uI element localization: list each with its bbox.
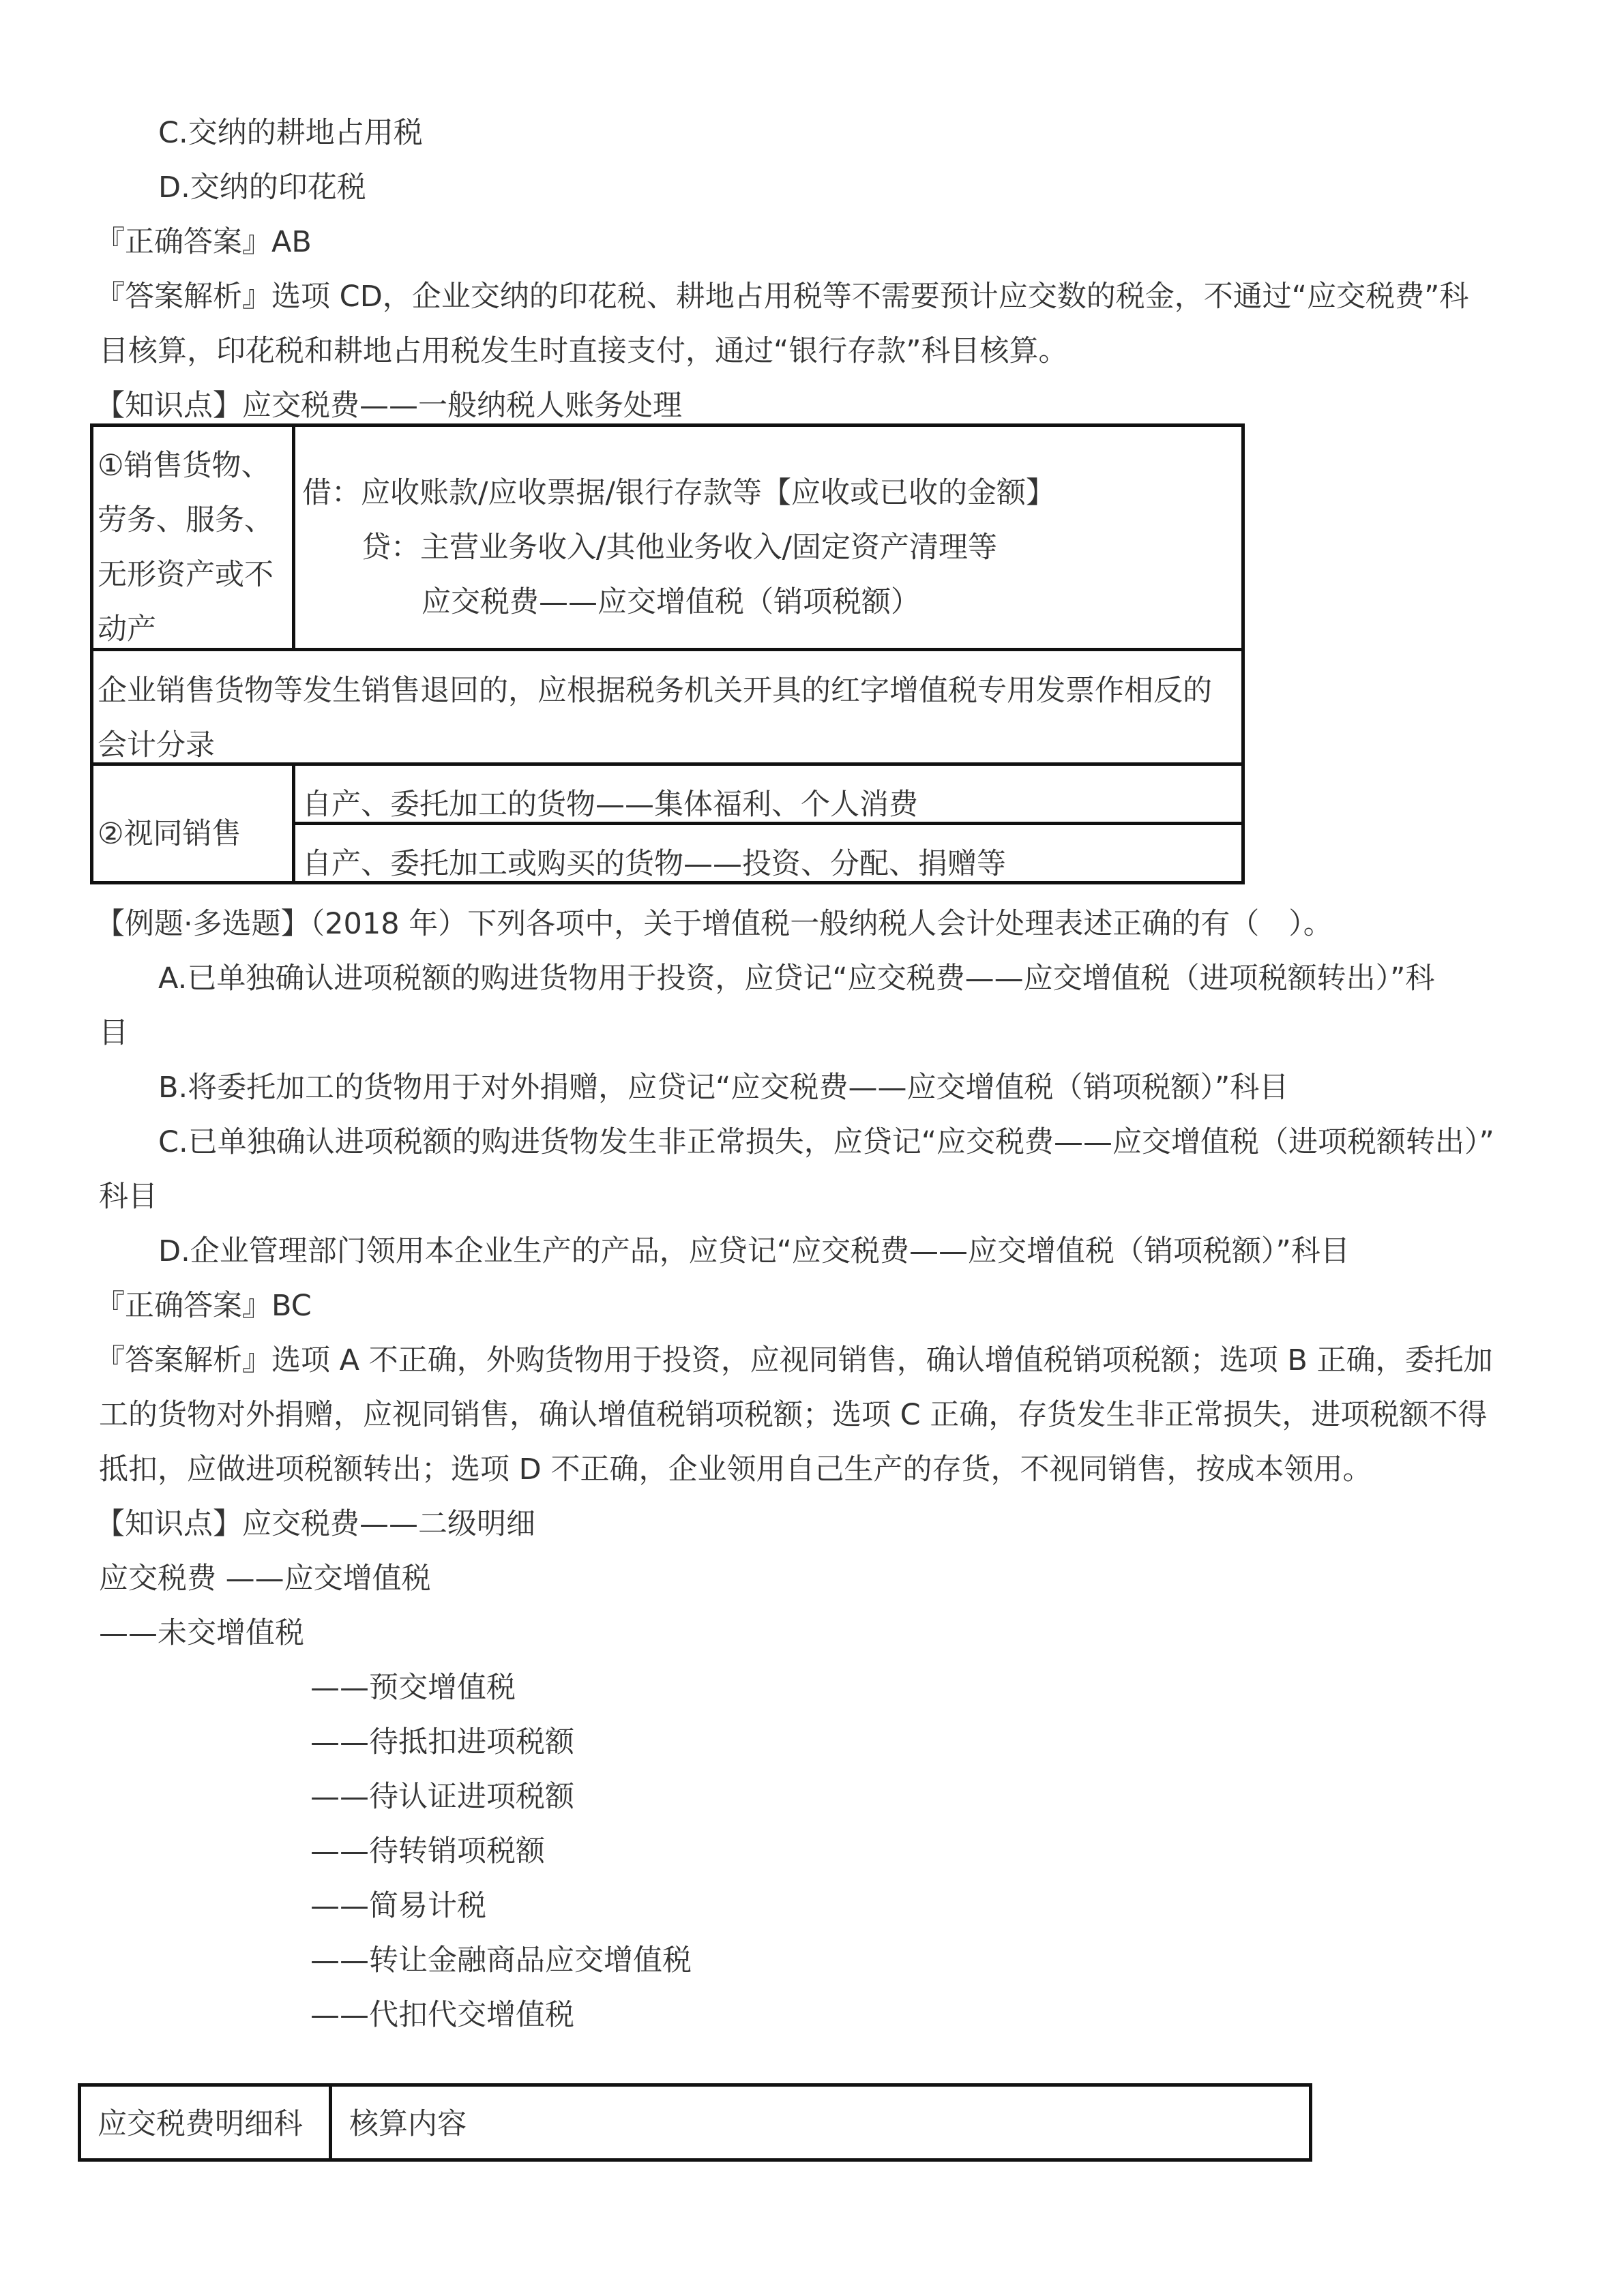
sub-account-table-header-content: 核算内容 bbox=[349, 2107, 467, 2141]
deemed-sales-welfare: 自产、委托加工的货物——集体福利、个人消费 bbox=[302, 788, 918, 822]
sub-account-item: ——预交增值税 bbox=[310, 1671, 516, 1705]
table-row-divider-1 bbox=[90, 648, 1245, 651]
correct-answer: 『正确答案』AB bbox=[95, 225, 312, 259]
answer-analysis-2-line-1: 『答案解析』选项 A 不正确，外购货物用于投资，应视同销售，确认增值税销项税额；选项 B 正确，委托加 bbox=[95, 1343, 1493, 1377]
option-d: D.交纳的印花税 bbox=[158, 170, 366, 205]
sub-account-item: ——转让金融商品应交增值税 bbox=[310, 1943, 692, 1978]
sales-category-line-4: 动产 bbox=[98, 612, 156, 646]
sales-category-line-1: ①销售货物、 bbox=[98, 449, 271, 483]
option-c: C.交纳的耕地占用税 bbox=[158, 116, 423, 150]
returns-note-line-2: 会计分录 bbox=[98, 728, 215, 762]
table-row-divider-2 bbox=[90, 762, 1245, 766]
knowledge-point-heading-2: 【知识点】应交税费——二级明细 bbox=[95, 1507, 535, 1541]
answer-analysis-line-1: 『答案解析』选项 CD，企业交纳的印花税、耕地占用税等不需要预计应交数的税金，不通过“应交税费”科 bbox=[95, 280, 1469, 314]
answer-analysis-line-2: 目核算，印花税和耕地占用税发生时直接支付，通过“银行存款”科目核算。 bbox=[99, 334, 1068, 368]
question-option-b: B.将委托加工的货物用于对外捐赠，应贷记“应交税费——应交增值税（销项税额）”科目 bbox=[158, 1071, 1289, 1105]
deemed-sales-investment: 自产、委托加工或购买的货物——投资、分配、捐赠等 bbox=[302, 847, 1006, 881]
credit-entry-tax: 应交税费——应交增值税（销项税额） bbox=[422, 585, 920, 619]
sales-category-line-3: 无形资产或不 bbox=[98, 558, 274, 592]
question-option-a-line-2: 目 bbox=[99, 1016, 128, 1050]
sub-account-item: ——简易计税 bbox=[310, 1889, 486, 1923]
credit-entry: 贷：主营业务收入/其他业务收入/固定资产清理等 bbox=[361, 531, 997, 565]
sub-account-item: ——待抵扣进项税额 bbox=[310, 1725, 574, 1759]
question-heading: 【例题·多选题】（2018 年）下列各项中，关于增值税一般纳税人会计处理表述正确的有（ ）。 bbox=[95, 907, 1333, 941]
sub-account-item: ——待转销项税额 bbox=[310, 1834, 545, 1868]
sub-account-item: ——待认证进项税额 bbox=[310, 1780, 574, 1814]
knowledge-point-heading: 【知识点】应交税费——一般纳税人账务处理 bbox=[95, 389, 682, 423]
answer-analysis-2-line-2: 工的货物对外捐赠，应视同销售，确认增值税销项税额；选项 C 正确，存货发生非正常损失，进项税额不得 bbox=[99, 1398, 1488, 1432]
correct-answer-2: 『正确答案』BC bbox=[95, 1289, 312, 1323]
account-hierarchy-root: 应交税费 ——应交增值税 bbox=[99, 1562, 431, 1596]
deemed-sales-label: ②视同销售 bbox=[98, 817, 241, 851]
debit-entry: 借：应收账款/应收票据/银行存款等【应收或已收的金额】 bbox=[302, 476, 1055, 510]
returns-note-line-1: 企业销售货物等发生销售退回的，应根据税务机关开具的红字增值税专用发票作相反的 bbox=[98, 674, 1212, 708]
question-option-c-line-1: C.已单独确认进项税额的购进货物发生非正常损失，应贷记“应交税费——应交增值税（进项税额转出）” bbox=[158, 1125, 1494, 1159]
sub-account-table-col-divider bbox=[329, 2083, 332, 2162]
question-option-c-line-2: 科目 bbox=[99, 1180, 158, 1214]
answer-analysis-2-line-3: 抵扣，应做进项税额转出；选项 D 不正确，企业领用自己生产的存货，不视同销售，按成本领用。 bbox=[99, 1452, 1372, 1487]
sub-account-table-header-name: 应交税费明细科 bbox=[98, 2107, 303, 2141]
table-col-divider-row1 bbox=[292, 423, 295, 651]
question-option-d: D.企业管理部门领用本企业生产的产品，应贷记“应交税费——应交增值税（销项税额）”科目 bbox=[158, 1234, 1350, 1268]
account-unpaid-vat: ——未交增值税 bbox=[99, 1616, 304, 1650]
sales-category-line-2: 劳务、服务、 bbox=[98, 503, 274, 537]
question-option-a-line-1: A.已单独确认进项税额的购进货物用于投资，应贷记“应交税费——应交增值税（进项税额转出）”科 bbox=[158, 961, 1435, 996]
sub-account-item: ——代扣代交增值税 bbox=[310, 1998, 574, 2032]
